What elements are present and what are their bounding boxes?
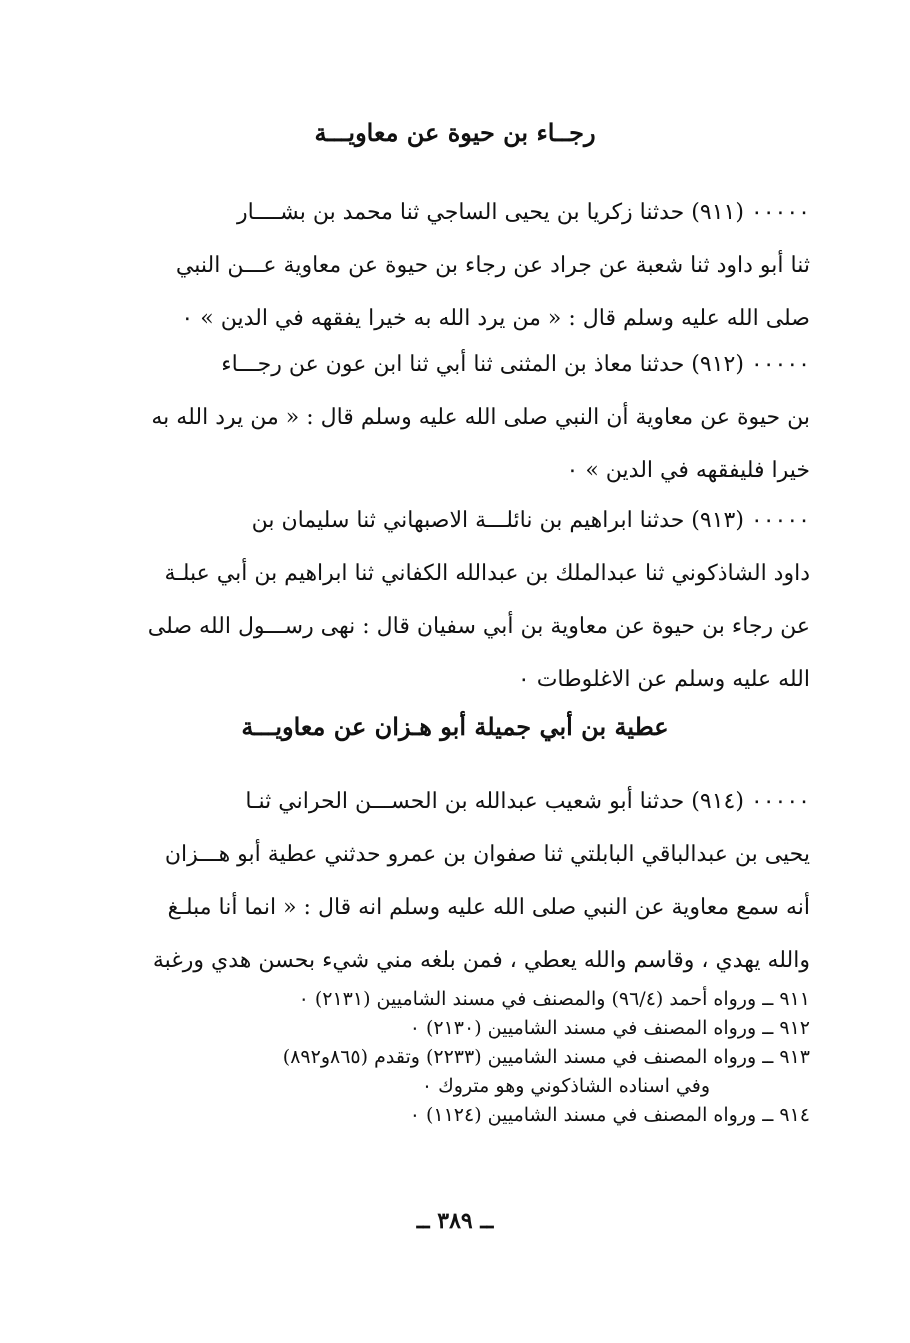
section-heading: رجــاء بن حيوة عن معاويـــة xyxy=(314,118,596,147)
text-line: أنه سمع معاوية عن النبي صلى الله عليه وسلم انه قال : « انما أنا مبلـغ xyxy=(167,895,810,920)
text-line: ٠٠٠٠٠ (٩١٤) حدثنا أبو شعيب عبدالله بن الحســـن الحراني ثنـا xyxy=(245,789,810,814)
text-line: ٠٠٠٠٠ (٩١٢) حدثنا معاذ بن المثنى ثنا أبي ثنا ابن عون عن رجـــاء xyxy=(221,352,810,377)
text-line: عن رجاء بن حيوة عن معاوية بن أبي سفيان قال : نهى رســـول الله صلى xyxy=(147,614,810,639)
hadith-paragraph xyxy=(100,338,810,497)
text-line: ٠٠٠٠٠ (٩١٣) حدثنا ابراهيم بن نائلـــة الاصبهاني ثنا سليمان بن xyxy=(251,508,810,533)
section-heading: عطية بن أبي جميلة أبو هـزان عن معاويـــة xyxy=(241,712,669,741)
footnote: ٩١١ ــ ورواه أحمد (٩٦/٤) والمصنف في مسند الشاميين (٢١٣١) ٠ xyxy=(298,988,810,1010)
text-line: خيرا فليفقهه في الدين » ٠ xyxy=(566,458,810,483)
hadith-paragraph xyxy=(100,186,810,345)
footnote: ٩١٢ ــ ورواه المصنف في مسند الشاميين (٢١٣٠) ٠ xyxy=(409,1017,810,1039)
text-line: صلى الله عليه وسلم قال : « من يرد الله به خيرا يفقهه في الدين » ٠ xyxy=(181,306,810,331)
text-line: الله عليه وسلم عن الاغلوطات ٠ xyxy=(517,667,810,692)
text-line: يحيى بن عبدالباقي البابلتي ثنا صفوان بن عمرو حدثني عطية أبو هـــزان xyxy=(164,842,810,867)
text-line: بن حيوة عن معاوية أن النبي صلى الله عليه وسلم قال : « من يرد الله به xyxy=(151,405,810,430)
text-line: داود الشاذكوني ثنا عبدالملك بن عبدالله الكفاني ثنا ابراهيم بن أبي عبلـة xyxy=(164,561,810,586)
footnote-continuation: وفي اسناده الشاذكوني وهو متروك ٠ xyxy=(421,1075,710,1097)
text-line: ٠٠٠٠٠ (٩١١) حدثنا زكريا بن يحيى الساجي ثنا محمد بن بشــــار xyxy=(236,200,810,225)
page xyxy=(100,0,810,1343)
text-line: ثنا أبو داود ثنا شعبة عن جراد عن رجاء بن حيوة عن معاوية عـــن النبي xyxy=(175,253,810,278)
hadith-paragraph xyxy=(100,775,810,987)
footnotes xyxy=(100,985,810,1130)
hadith-paragraph xyxy=(100,494,810,706)
page-number: ــ ٣٨٩ ــ xyxy=(416,1208,494,1234)
text-line: والله يهدي ، وقاسم والله يعطي ، فمن بلغه مني شيء بحسن هدي ورغبة xyxy=(152,948,810,973)
footnote: ٩١٣ ــ ورواه المصنف في مسند الشاميين (٢٢٣٣) وتقدم (٨٦٥و٨٩٢) xyxy=(282,1046,810,1068)
footnote: ٩١٤ ــ ورواه المصنف في مسند الشاميين (١١٢٤) ٠ xyxy=(409,1104,810,1126)
